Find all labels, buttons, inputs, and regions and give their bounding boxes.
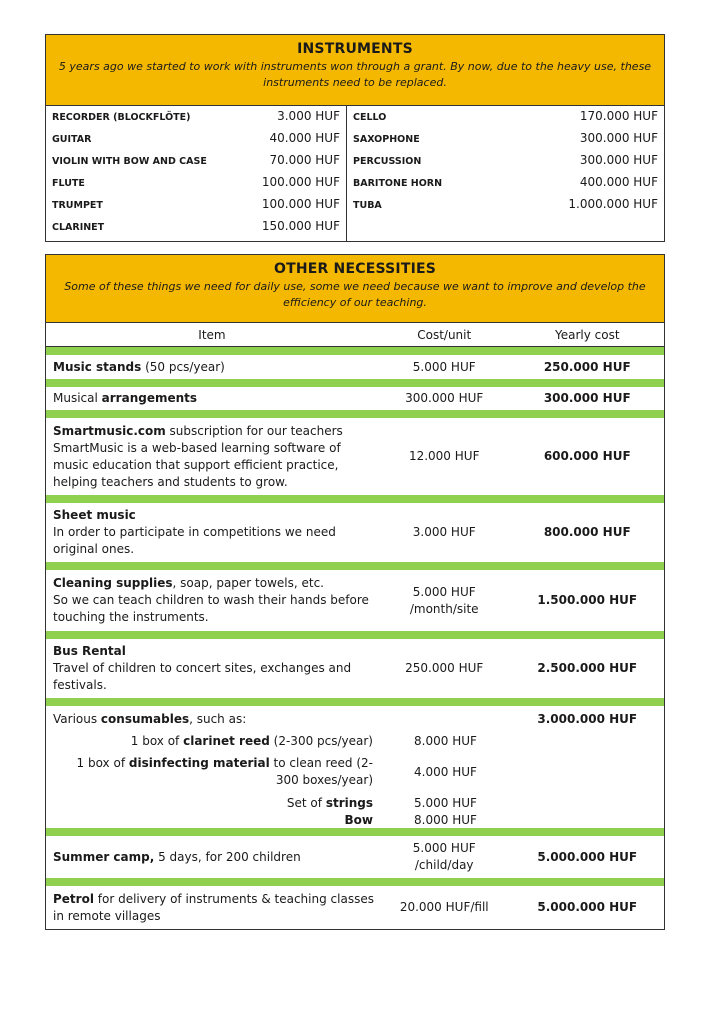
green-divider — [46, 495, 664, 503]
smartmusic-rest: subscription for our teachers — [165, 423, 343, 438]
instrument-name: TRUMPET — [52, 200, 103, 211]
reed-cost: 8.000 HUF — [414, 733, 477, 748]
other-title: OTHER NECESSITIES — [273, 261, 437, 277]
instrument-row — [353, 153, 658, 175]
bus-name: Bus Rental — [53, 644, 126, 658]
smartmusic-desc: SmartMusic is a web-based learning software of music education that support efficient practice, helping teachers and students to grow. — [53, 440, 341, 489]
instrument-name: PERCUSSION — [353, 156, 422, 167]
cleaning-desc: So we can teach children to wash their hands before touching the instruments. — [53, 593, 369, 624]
green-divider — [46, 828, 664, 836]
row-smartmusic — [46, 418, 664, 495]
consumables-pre: Various — [53, 711, 101, 726]
col-yearly-header: Yearly cost — [554, 327, 620, 342]
cleaning-cost-unit: /month/site — [409, 601, 479, 616]
consumables-name: consumables — [100, 711, 190, 726]
arrangements-yearly: 300.000 HUF — [543, 391, 631, 405]
instrument-name: VIOLIN WITH BOW AND CASE — [52, 156, 207, 167]
bow-cost: 8.000 HUF — [414, 812, 477, 827]
instrument-name: GUITAR — [52, 134, 92, 145]
instrument-name: TUBA — [353, 200, 382, 211]
bus-yearly: 2.500.000 HUF — [537, 661, 638, 675]
instruments-left-column — [46, 106, 346, 241]
instrument-price: 1.000.000 HUF — [568, 197, 658, 211]
summer-yearly: 5.000.000 HUF — [537, 849, 638, 864]
row-cleaning — [46, 570, 664, 631]
consumables-yearly: 3.000.000 HUF — [537, 711, 638, 726]
instrument-price: 100.000 HUF — [261, 175, 340, 189]
arrangements-name: arrangements — [101, 391, 198, 405]
instrument-row — [52, 175, 340, 197]
petrol-rest: for delivery of instruments & teaching classes in remote villages — [53, 891, 374, 923]
green-divider — [46, 410, 664, 418]
petrol-cost: 20.000 HUF/fill — [399, 900, 489, 914]
instrument-name: RECORDER (BLOCKFLÖTE) — [52, 112, 191, 123]
instruments-subtitle: 5 years ago we started to work with instruments won through a grant. By now, due to the heavy use, these instruments need to be replaced. — [58, 60, 652, 89]
cleaning-yearly: 1.500.000 HUF — [537, 593, 638, 607]
music-stands-qty: (50 pcs/year) — [141, 359, 225, 374]
consumable-bow — [46, 814, 664, 826]
sheet-music-cost: 3.000 HUF — [412, 525, 476, 539]
row-summer-camp — [46, 836, 664, 878]
row-arrangements — [46, 387, 664, 410]
green-divider — [46, 347, 664, 355]
instrument-price: 400.000 HUF — [579, 175, 658, 189]
instrument-price: 170.000 HUF — [579, 109, 658, 123]
sheet-music-desc: In order to participate in competitions we need original ones. — [53, 525, 336, 556]
arrangements-cost: 300.000 HUF — [405, 391, 484, 405]
bus-desc: Travel of children to concert sites, exchanges and festivals. — [53, 661, 352, 692]
instruments-grid — [46, 106, 664, 241]
green-divider — [46, 562, 664, 570]
disinfect-name: disinfecting material — [128, 756, 270, 770]
consumable-disinfect — [46, 752, 664, 792]
summer-cost: 5.000 HUF — [412, 841, 476, 855]
instrument-row — [52, 153, 340, 175]
instrument-name: CELLO — [353, 112, 387, 123]
green-divider — [46, 878, 664, 886]
summer-rest: 5 days, for 200 children — [154, 849, 301, 864]
row-petrol — [46, 886, 664, 929]
instrument-price: 100.000 HUF — [261, 197, 340, 211]
instrument-row — [353, 175, 658, 197]
col-cost-header: Cost/unit — [417, 327, 472, 342]
disinfect-cost: 4.000 HUF — [414, 764, 477, 779]
summer-name: Summer camp, — [53, 849, 155, 864]
instrument-price: 150.000 HUF — [261, 219, 340, 233]
sheet-music-yearly: 800.000 HUF — [543, 525, 631, 539]
bus-cost: 250.000 HUF — [405, 661, 484, 675]
instrument-price: 40.000 HUF — [269, 131, 340, 145]
petrol-name: Petrol — [53, 891, 94, 906]
instrument-row — [353, 197, 658, 219]
instrument-row — [52, 197, 340, 219]
other-header — [46, 255, 664, 323]
strings-cost: 5.000 HUF — [414, 795, 477, 810]
arrangements-pre: Musical — [53, 391, 102, 405]
summer-cost-unit: /child/day — [414, 858, 474, 872]
column-headers — [46, 323, 664, 347]
smartmusic-yearly: 600.000 HUF — [543, 449, 631, 463]
cleaning-rest: , soap, paper towels, etc. — [172, 576, 324, 590]
reed-name: clarinet reed — [183, 733, 270, 748]
consumables-rest: , such as: — [189, 711, 247, 726]
green-divider — [46, 379, 664, 387]
instrument-price: 300.000 HUF — [579, 131, 658, 145]
instrument-row — [52, 109, 340, 131]
instruments-right-column — [346, 106, 664, 241]
instruments-header — [46, 35, 664, 106]
strings-pre: Set of — [286, 795, 326, 810]
bow-name: Bow — [344, 812, 373, 827]
other-necessities-section — [45, 254, 665, 930]
smartmusic-cost: 12.000 HUF — [408, 449, 480, 463]
smartmusic-name: Smartmusic.com — [53, 423, 166, 438]
row-music-stands — [46, 355, 664, 379]
music-stands-cost: 5.000 HUF — [412, 359, 476, 374]
cleaning-name: Cleaning supplies — [53, 576, 173, 590]
instrument-price: 300.000 HUF — [579, 153, 658, 167]
petrol-yearly: 5.000.000 HUF — [537, 900, 638, 914]
instrument-row — [52, 219, 340, 241]
cleaning-cost: 5.000 HUF — [412, 584, 476, 599]
reed-pre: 1 box of — [130, 733, 184, 748]
disinfect-pre: 1 box of — [76, 756, 129, 770]
sheet-music-name: Sheet music — [53, 508, 136, 522]
instrument-row — [353, 109, 658, 131]
music-stands-name: Music stands — [53, 359, 142, 374]
instrument-name: SAXOPHONE — [353, 134, 420, 145]
col-item-header: Item — [198, 327, 226, 342]
instruments-section — [45, 34, 665, 242]
instrument-name: FLUTE — [52, 178, 85, 189]
instrument-name: CLARINET — [52, 222, 105, 233]
instrument-price: 70.000 HUF — [269, 153, 340, 167]
green-divider — [46, 698, 664, 706]
strings-name: strings — [325, 795, 373, 810]
instrument-row — [52, 131, 340, 153]
instrument-name: BARITONE HORN — [353, 178, 443, 189]
green-divider — [46, 631, 664, 639]
instruments-title: INSTRUMENTS — [297, 41, 413, 57]
disinfect-rest: to clean reed (2-300 boxes/year) — [269, 756, 373, 787]
consumable-reed — [46, 730, 664, 752]
row-sheet-music — [46, 503, 664, 562]
instrument-price: 3.000 HUF — [277, 109, 340, 123]
reed-rest: (2-300 pcs/year) — [269, 733, 373, 748]
other-subtitle: Some of these things we need for daily use, some we need because we want to improve and develop the efficiency of our teaching. — [64, 280, 646, 309]
instrument-row — [353, 131, 658, 153]
row-consumables — [46, 706, 664, 828]
music-stands-yearly: 250.000 HUF — [543, 359, 631, 374]
row-bus-rental — [46, 639, 664, 698]
